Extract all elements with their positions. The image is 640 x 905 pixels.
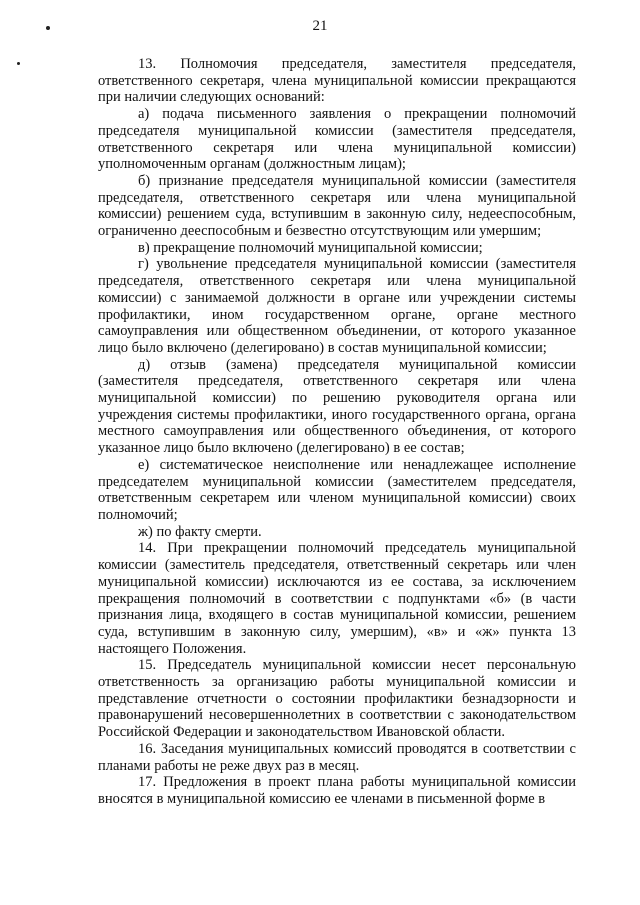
scan-speck <box>17 62 20 65</box>
paragraph-14: 14. При прекращении полномочий председатель муниципальной комиссии (заместитель председателя, ответственный секретарь или член муниципальной комиссии) исключаются из ее состава, за исключением прекращения полномочий в соответствии с подпунктами «б» (в части признания лица, входящего в состав муниципальной комиссии, решением суда, вступившим в законную силу, умершим), «в» и «ж» пункта 13 настоящего Положения. <box>98 540 576 657</box>
paragraph-17: 17. Предложения в проект плана работы муниципальной комиссии вносятся в муниципальной комиссию ее членами в письменной форме в <box>98 774 576 807</box>
paragraph-13-e: е) систематическое неисполнение или ненадлежащее исполнение председателем муниципальной комиссии (заместителем председателя, ответственным секретарем или членом муниципальной комиссии) своих полномочий; <box>98 456 576 523</box>
paragraph-13-v: в) прекращение полномочий муниципальной комиссии; <box>138 239 483 256</box>
paragraph-13-zh: ж) по факту смерти. <box>138 523 262 540</box>
paragraph-13-g: г) увольнение председателя муниципальной комиссии (заместителя председателя, ответственного секретаря или члена муниципальной комиссии) с занимаемой должности в органе или учреждении системы профилактики, ином государственном органе, органе местного самоуправления или общественном объединении, от которого указанное лицо было включено (делегировано) в состав муниципальной комиссии; <box>98 256 576 356</box>
page-number: 21 <box>312 18 328 34</box>
paragraph-13-d: д) отзыв (замена) председателя муниципальной комиссии (заместителя председателя, ответственного секретаря или члена муниципальной комиссии) по решению руководителя органа или учреждения системы профилактики, иного государственного органа, органа местного самоуправления или общественного объединения, от которого указанное лицо было включено (делегировано) в ее состав; <box>98 356 576 457</box>
paragraph-15: 15. Председатель муниципальной комиссии несет персональную ответственность за организацию работы муниципальной комиссии и представление отчетности о состоянии профилактики безнадзорности и правонарушений несовершеннолетних в соответствии с законодательством Российской Федерации и законодательством Ивановской области. <box>98 657 576 741</box>
paragraph-13-b: б) признание председателя муниципальной комиссии (заместителя председателя, ответственного секретаря или члена муниципальной комиссии) решением суда, вступившим в законную силу, недееспособным, ограниченно дееспособным и безвестно отсутствующим или умершим; <box>98 172 576 240</box>
paragraph-16: 16. Заседания муниципальных комиссий проводятся в соответствии с планами работы не реже двух раз в месяц. <box>98 740 576 774</box>
paragraph-13-a: а) подача письменного заявления о прекращении полномочий председателя муниципальной комиссии (заместителя председателя, ответственного секретаря или члена муниципальной комиссии) уполномоченным органам (должностным лицам); <box>98 106 576 173</box>
document-body <box>98 56 576 808</box>
paragraph-13: 13. Полномочия председателя, заместителя председателя, ответственного секретаря, члена муниципальной комиссии прекращаются при наличии следующих оснований: <box>98 56 576 106</box>
